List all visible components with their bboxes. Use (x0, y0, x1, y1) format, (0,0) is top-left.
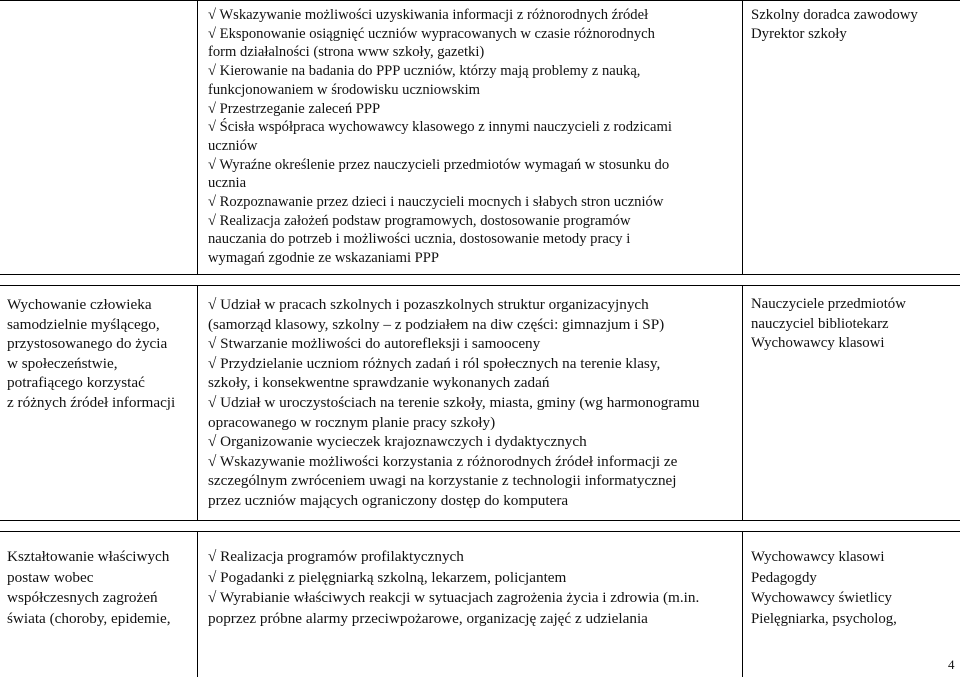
task-line: szkoły, i konsekwentne sprawdzanie wykonanych zadań (208, 374, 550, 392)
activity-line: samodzielnie myślącego, (7, 315, 160, 333)
responsible-line: Nauczyciele przedmiotów (751, 296, 906, 312)
task-line: √ Ścisła współpraca wychowawcy klasowego z innymi nauczycieli z rodzicami (208, 119, 672, 136)
activity-line: przystosowanego do życia (7, 335, 168, 353)
activity-line: Kształtowanie właściwych (7, 548, 170, 565)
row3-tasks-cell (208, 547, 699, 629)
activity-line: z różnych źródeł informacji (7, 393, 176, 411)
activity-line: postaw wobec (7, 568, 94, 586)
responsible-line: Pedagogdy (751, 569, 817, 586)
task-line: nauczania do potrzeb i możliwości ucznia, dostosowanie metody pracy i (208, 231, 631, 248)
responsible-line: Wychowawcy klasowi (751, 549, 885, 565)
row1-tasks-cell (208, 6, 672, 268)
responsible-line: Wychowawcy świetlicy (751, 590, 892, 606)
column-border (742, 0, 743, 274)
activity-line: współczesnych zagrożeń (7, 589, 158, 606)
task-line: √ Organizowanie wycieczek krajoznawczych i dydaktycznych (208, 433, 587, 451)
task-line: poprzez próbne alarmy przeciwpożarowe, organizację zajęć z udzielania (208, 609, 648, 627)
task-line: √ Kierowanie na badania do PPP uczniów, którzy mają problemy z nauką, (208, 63, 641, 80)
column-border (197, 531, 198, 677)
responsible-line: Dyrektor szkoły (751, 25, 847, 42)
task-line: form działalności (strona www szkoły, gazetki) (208, 44, 485, 61)
task-line: √ Udział w uroczystościach na terenie szkoły, miasta, gminy (wg harmonogramu (208, 393, 700, 411)
responsible-line: Wychowawcy klasowi (751, 335, 885, 352)
task-line: przez uczniów mających ograniczony dostęp do komputera (208, 491, 569, 509)
task-line: uczniów (208, 137, 258, 154)
task-line: √ Przestrzeganie zaleceń PPP (208, 100, 381, 117)
row2-tasks-cell (208, 295, 700, 511)
row1-responsible-cell (751, 6, 918, 43)
column-border (197, 0, 198, 274)
row3-activities-cell (7, 547, 171, 629)
task-line: √ Pogadanki z pielęgniarką szkolną, lekarzem, policjantem (208, 568, 567, 586)
row-border (0, 274, 960, 275)
responsible-line: Pielęgniarka, psycholog, (751, 610, 897, 627)
activity-line: świata (choroby, epidemie, (7, 609, 171, 627)
task-line: √ Przydzielanie uczniom różnych zadań i ról społecznych na terenie klasy, (208, 354, 661, 372)
task-line: √ Stwarzanie możliwości do autorefleksji i samooceny (208, 335, 541, 353)
task-line: √ Wyraźne określenie przez nauczycieli przedmiotów wymagań w stosunku do (208, 156, 670, 173)
task-line: opracowanego w rocznym planie pracy szkoły) (208, 413, 496, 431)
column-border (742, 531, 743, 677)
row-border (0, 285, 960, 286)
row-border (0, 520, 960, 521)
task-line: √ Eksponowanie osiągnięć uczniów wypracowanych w czasie różnorodnych (208, 25, 655, 42)
task-line: √ Realizacja programów profilaktycznych (208, 548, 464, 565)
row-border-top (0, 0, 960, 1)
row3-responsible-cell (751, 547, 897, 629)
task-line: √ Wskazywanie możliwości uzyskiwania informacji z różnorodnych źródeł (208, 7, 649, 23)
row2-responsible-cell (751, 295, 906, 354)
activity-line: potrafiącego korzystać (7, 374, 145, 392)
task-line: √ Wskazywanie możliwości korzystania z różnorodnych źródeł informacji ze (208, 452, 678, 470)
task-line: wymagań zgodnie ze wskazaniami PPP (208, 250, 440, 267)
task-line: funkcjonowaniem w środowisku uczniowskim (208, 81, 480, 98)
row2-activities-cell (7, 295, 175, 413)
column-border (197, 285, 198, 520)
page-number: 4 (948, 657, 955, 672)
task-line: √ Udział w pracach szkolnych i pozaszkolnych struktur organizacyjnych (208, 296, 649, 313)
column-border (742, 285, 743, 520)
task-line: √ Realizacja założeń podstaw programowych, dostosowanie programów (208, 212, 631, 229)
task-line: √ Wyrabianie właściwych reakcji w sytuacjach zagrożenia życia i zdrowia (m.in. (208, 589, 700, 606)
activity-line: Wychowanie człowieka (7, 296, 152, 313)
task-line: (samorząd klasowy, szkolny – z podziałem na diw części: gimnazjum i SP) (208, 315, 665, 333)
task-line: √ Rozpoznawanie przez dzieci i nauczycieli mocnych i słabych stron uczniów (208, 194, 664, 211)
task-line: szczególnym zwróceniem uwagi na korzystanie z technologii informatycznej (208, 472, 677, 490)
row-border (0, 531, 960, 532)
responsible-line: Szkolny doradca zawodowy (751, 7, 918, 23)
task-line: uczniа (208, 175, 247, 192)
responsible-line: nauczyciel bibliotekarz (751, 315, 889, 332)
activity-line: w społeczeństwie, (7, 354, 118, 372)
